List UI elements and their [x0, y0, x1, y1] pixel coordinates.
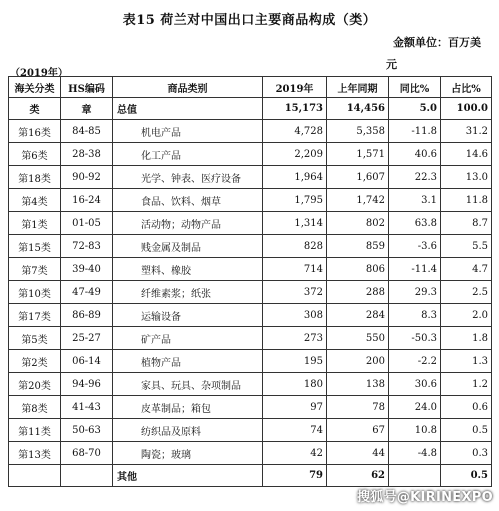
header-prev-period: 上年同期 — [327, 77, 389, 98]
row-share: 14.6 — [441, 143, 492, 166]
row-yoy — [389, 465, 441, 487]
row-prev-value: 802 — [327, 212, 389, 235]
table-title: 表15 荷兰对中国出口主要商品构成（类） — [122, 13, 377, 28]
row-prev-value: 44 — [327, 442, 389, 465]
row-product-name: 陶瓷；玻璃 — [113, 442, 263, 465]
row-2019-value: 1,795 — [263, 189, 327, 212]
row-prev-value: 1,742 — [327, 189, 389, 212]
table-row — [9, 235, 492, 258]
row-product-name: 家具、玩具、杂项制品 — [113, 373, 263, 396]
row-product-name: 光学、钟表、医疗设备 — [113, 166, 263, 189]
row-share: 1.2 — [441, 373, 492, 396]
row-product-name: 纺织品及原料 — [113, 419, 263, 442]
row-share: 0.5 — [441, 465, 492, 487]
row-2019-value: 1,964 — [263, 166, 327, 189]
row-product-name: 机电产品 — [113, 120, 263, 143]
row-prev-value: 806 — [327, 258, 389, 281]
table-row — [9, 304, 492, 327]
table-header-row — [9, 77, 492, 98]
row-prev-value: 78 — [327, 396, 389, 419]
other-row — [9, 465, 492, 487]
row-share: 8.7 — [441, 212, 492, 235]
row-yoy: 3.1 — [389, 189, 441, 212]
row-prev-value: 859 — [327, 235, 389, 258]
row-share: 2.5 — [441, 281, 492, 304]
table-row — [9, 258, 492, 281]
table-row — [9, 442, 492, 465]
row-category: 第13类 — [9, 442, 61, 465]
row-yoy: -50.3 — [389, 327, 441, 350]
total-yoy: 5.0 — [389, 98, 441, 120]
row-category: 第8类 — [9, 396, 61, 419]
row-prev-value: 288 — [327, 281, 389, 304]
header-product: 商品类别 — [113, 77, 263, 98]
row-hs-code: 16-24 — [61, 189, 113, 212]
total-hs: 章 — [61, 98, 113, 120]
row-share: 0.3 — [441, 442, 492, 465]
row-yoy: -2.2 — [389, 350, 441, 373]
row-hs-code: 68-70 — [61, 442, 113, 465]
row-share: 0.6 — [441, 396, 492, 419]
row-prev-value: 62 — [327, 465, 389, 487]
row-2019-value: 97 — [263, 396, 327, 419]
row-category — [9, 465, 61, 487]
row-share: 13.0 — [441, 166, 492, 189]
header-yoy: 同比% — [389, 77, 441, 98]
row-share: 1.3 — [441, 350, 492, 373]
row-2019-value: 273 — [263, 327, 327, 350]
row-share: 0.5 — [441, 419, 492, 442]
total-category: 类 — [9, 98, 61, 120]
row-hs-code: 72-83 — [61, 235, 113, 258]
row-hs-code: 94-96 — [61, 373, 113, 396]
row-category: 第10类 — [9, 281, 61, 304]
total-row — [9, 98, 492, 120]
row-2019-value: 180 — [263, 373, 327, 396]
row-category: 第4类 — [9, 189, 61, 212]
row-share: 2.0 — [441, 304, 492, 327]
row-yoy: 63.8 — [389, 212, 441, 235]
row-prev-value: 284 — [327, 304, 389, 327]
row-prev-value: 200 — [327, 350, 389, 373]
row-product-name: 活动物；动物产品 — [113, 212, 263, 235]
row-share: 5.5 — [441, 235, 492, 258]
row-yoy: 29.3 — [389, 281, 441, 304]
unit-label-continuation: 元 — [386, 58, 397, 71]
row-hs-code: 47-49 — [61, 281, 113, 304]
row-prev-value: 138 — [327, 373, 389, 396]
row-2019-value: 372 — [263, 281, 327, 304]
export-composition-table — [8, 76, 492, 487]
row-2019-value: 828 — [263, 235, 327, 258]
row-category: 第7类 — [9, 258, 61, 281]
year-label: （2019年） — [10, 68, 68, 79]
row-2019-value: 79 — [263, 465, 327, 487]
row-2019-value: 42 — [263, 442, 327, 465]
row-category: 第6类 — [9, 143, 61, 166]
row-share: 31.2 — [441, 120, 492, 143]
row-hs-code: 28-38 — [61, 143, 113, 166]
row-product-name: 植物产品 — [113, 350, 263, 373]
total-share: 100.0 — [441, 98, 492, 120]
row-yoy: 30.6 — [389, 373, 441, 396]
row-2019-value: 308 — [263, 304, 327, 327]
table-row — [9, 350, 492, 373]
header-hs-code: HS编码 — [61, 77, 113, 98]
row-hs-code: 50-63 — [61, 419, 113, 442]
row-yoy: 10.8 — [389, 419, 441, 442]
row-hs-code: 86-89 — [61, 304, 113, 327]
row-category: 第15类 — [9, 235, 61, 258]
row-hs-code: 06-14 — [61, 350, 113, 373]
row-yoy: -4.8 — [389, 442, 441, 465]
header-2019: 2019年 — [263, 77, 327, 98]
table-row — [9, 281, 492, 304]
row-2019-value: 714 — [263, 258, 327, 281]
row-prev-value: 5,358 — [327, 120, 389, 143]
row-2019-value: 195 — [263, 350, 327, 373]
row-category: 第5类 — [9, 327, 61, 350]
row-prev-value: 1,607 — [327, 166, 389, 189]
table-row — [9, 327, 492, 350]
total-name: 总值 — [113, 98, 263, 120]
row-product-name: 皮革制品；箱包 — [113, 396, 263, 419]
row-yoy: 24.0 — [389, 396, 441, 419]
row-hs-code — [61, 465, 113, 487]
row-yoy: 40.6 — [389, 143, 441, 166]
row-prev-value: 1,571 — [327, 143, 389, 166]
row-category: 第2类 — [9, 350, 61, 373]
row-2019-value: 1,314 — [263, 212, 327, 235]
row-product-name: 塑料、橡胶 — [113, 258, 263, 281]
row-yoy: 22.3 — [389, 166, 441, 189]
row-category: 第16类 — [9, 120, 61, 143]
table-row — [9, 419, 492, 442]
row-share: 11.8 — [441, 189, 492, 212]
row-hs-code: 41-43 — [61, 396, 113, 419]
row-product-name: 其他 — [113, 465, 263, 487]
row-share: 4.7 — [441, 258, 492, 281]
row-yoy: -11.4 — [389, 258, 441, 281]
row-category: 第18类 — [9, 166, 61, 189]
table-row — [9, 143, 492, 166]
row-product-name: 矿产品 — [113, 327, 263, 350]
row-hs-code: 39-40 — [61, 258, 113, 281]
row-share: 1.8 — [441, 327, 492, 350]
table-row — [9, 212, 492, 235]
table-row — [9, 396, 492, 419]
row-prev-value: 67 — [327, 419, 389, 442]
row-category: 第17类 — [9, 304, 61, 327]
row-yoy: 8.3 — [389, 304, 441, 327]
total-prev: 14,456 — [327, 98, 389, 120]
row-product-name: 运输设备 — [113, 304, 263, 327]
row-prev-value: 550 — [327, 327, 389, 350]
header-category: 海关分类 — [9, 77, 61, 98]
row-product-name: 贱金属及制品 — [113, 235, 263, 258]
row-2019-value: 2,209 — [263, 143, 327, 166]
table-row — [9, 120, 492, 143]
table-row — [9, 373, 492, 396]
row-category: 第1类 — [9, 212, 61, 235]
row-product-name: 纤维素浆；纸张 — [113, 281, 263, 304]
row-yoy: -11.8 — [389, 120, 441, 143]
row-product-name: 食品、饮料、烟草 — [113, 189, 263, 212]
row-2019-value: 74 — [263, 419, 327, 442]
row-hs-code: 84-85 — [61, 120, 113, 143]
header-share: 占比% — [441, 77, 492, 98]
row-product-name: 化工产品 — [113, 143, 263, 166]
total-2019: 15,173 — [263, 98, 327, 120]
row-category: 第11类 — [9, 419, 61, 442]
table-row — [9, 166, 492, 189]
watermark: 搜狐号@KIRINEXPO — [356, 490, 493, 505]
row-yoy: -3.6 — [389, 235, 441, 258]
unit-label: 金额单位：百万美 — [393, 36, 481, 49]
row-hs-code: 90-92 — [61, 166, 113, 189]
table-row — [9, 189, 492, 212]
row-hs-code: 25-27 — [61, 327, 113, 350]
row-2019-value: 4,728 — [263, 120, 327, 143]
row-hs-code: 01-05 — [61, 212, 113, 235]
row-category: 第20类 — [9, 373, 61, 396]
